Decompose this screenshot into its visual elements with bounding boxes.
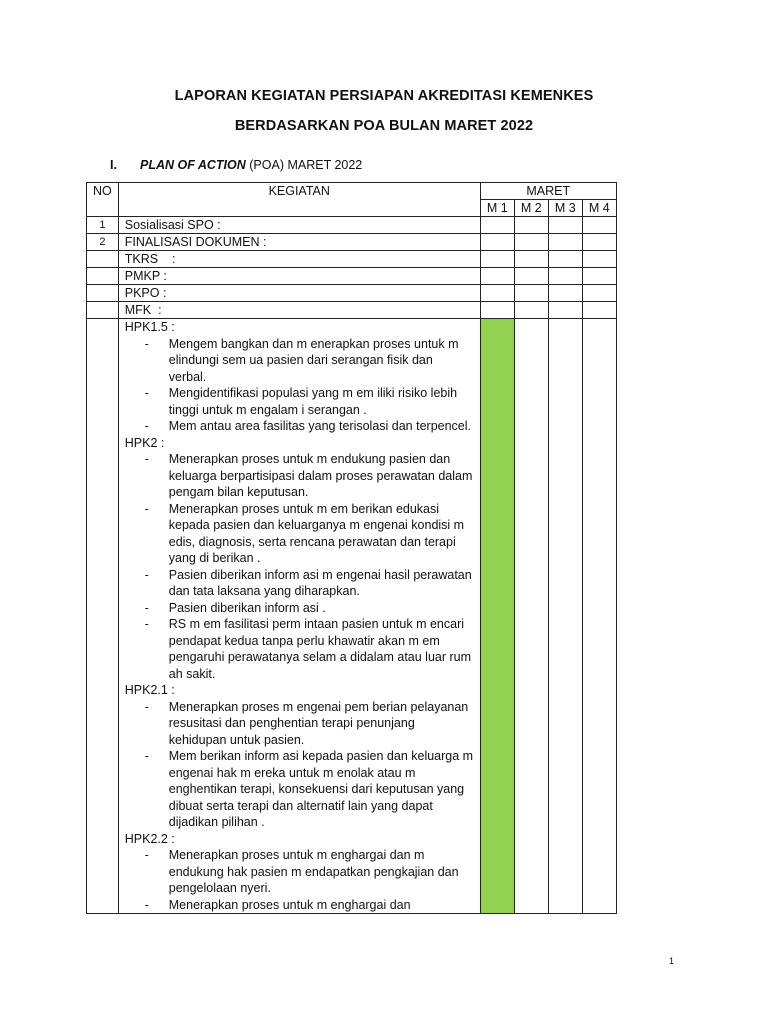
week-2-cell	[514, 319, 548, 914]
week-cell	[514, 302, 548, 319]
row-no	[87, 251, 119, 268]
bullet-item	[125, 501, 474, 567]
bullet-item	[125, 748, 474, 831]
week-cell	[548, 217, 582, 234]
bullet-dash: -	[144, 600, 149, 615]
hpk-heading: HPK2.1 :	[124, 683, 175, 697]
week-cell	[582, 251, 616, 268]
poa-table	[86, 182, 617, 914]
week-cell	[480, 234, 514, 251]
week-cell	[514, 234, 548, 251]
section-heading	[110, 158, 362, 172]
row-no	[87, 319, 119, 914]
bullet-item	[125, 897, 474, 914]
section-title-italic: PLAN OF ACTION	[140, 158, 246, 172]
header-month: MARET	[480, 183, 616, 200]
bullet-dash: -	[144, 749, 149, 763]
row-kegiatan: MFK :	[118, 302, 480, 319]
bullet-text: Pasien diberikan inform asi m engenai hasil perawatan dan tata laksana yang diharapkan.	[168, 567, 472, 598]
week-cell	[548, 251, 582, 268]
week-cell	[548, 234, 582, 251]
week-cell	[548, 302, 582, 319]
header-week-3: M 3	[548, 200, 582, 217]
week-cell	[514, 268, 548, 285]
week-cell	[514, 217, 548, 234]
hpk-heading: HPK2.2 :	[124, 831, 175, 846]
header-kegiatan: KEGIATAN	[118, 183, 480, 217]
bullet-text: Menerapkan proses untuk m em berikan edukasi kepada pasien dan keluarganya m engenai kondisi m edis, diagnosis, serta rencana perawatan dan terapi yang di berikan .	[168, 501, 465, 565]
header-week-4: M 4	[582, 200, 616, 217]
week-cell	[514, 251, 548, 268]
section-title-rest: (POA) MARET 2022	[245, 158, 363, 172]
bullet-item	[125, 616, 474, 682]
bullet-dash: -	[144, 848, 149, 862]
table-row	[87, 251, 617, 268]
bullet-item	[125, 699, 474, 749]
bullet-text: Mengem bangkan dan m enerapkan proses untuk m elindungi sem ua pasien dari serangan fisik dan verbal.	[168, 336, 459, 384]
bullet-dash: -	[144, 336, 149, 351]
bullet-dash: -	[144, 897, 149, 912]
header-week-2: M 2	[514, 200, 548, 217]
row-no: 1	[87, 217, 119, 234]
bullet-text: Mengidentifikasi populasi yang m em iliki risiko lebih tinggi untuk m engalam i serangan .	[168, 386, 458, 417]
bullet-item	[125, 336, 474, 386]
week-cell	[480, 302, 514, 319]
week-cell	[480, 285, 514, 302]
row-kegiatan: PMKP :	[118, 268, 480, 285]
bullet-dash: -	[144, 501, 149, 516]
table-row-hpk	[87, 319, 617, 914]
row-kegiatan: FINALISASI DOKUMEN :	[118, 234, 480, 251]
week-cell	[582, 302, 616, 319]
week-3-cell	[548, 319, 582, 914]
document-title: LAPORAN KEGIATAN PERSIAPAN AKREDITASI KEMENKES	[174, 88, 594, 104]
bullet-text: Mem berikan inform asi kepada pasien dan keluarga m engenai hak m ereka untuk m enolak atau m enghentikan terapi, konsekuensi dari keputusan yang dibuat serta terapi dan alternatif lain yang dapat dijadikan pilihan .	[168, 749, 474, 829]
bullet-item	[125, 847, 474, 897]
row-no	[87, 268, 119, 285]
table-row	[87, 285, 617, 302]
bullet-text: Menerapkan proses untuk m endukung pasien dan keluarga berpartisipasi dalam proses perawatan dalam pengam bilan keputusan.	[168, 452, 473, 499]
header-week-1: M 1	[480, 200, 514, 217]
row-no	[87, 302, 119, 319]
header-no: NO	[87, 183, 119, 217]
bullet-dash: -	[144, 452, 149, 466]
bullet-dash: -	[144, 699, 149, 714]
page-number: 1	[668, 956, 674, 966]
table-row	[87, 217, 617, 234]
bullet-text: Mem antau area fasilitas yang terisolasi dan terpencel.	[168, 419, 471, 433]
row-kegiatan: Sosialisasi SPO :	[118, 217, 480, 234]
bullet-dash: -	[144, 617, 149, 631]
hpk-heading: HPK1.5 :	[124, 320, 175, 334]
hpk-heading: HPK2 :	[124, 435, 165, 450]
bullet-text: Menerapkan proses untuk m enghargai dan m endukung hak pasien m endapatkan pengkajian dan pengelolaan nyeri.	[168, 848, 459, 895]
bullet-text: Menerapkan proses m engenai pem berian pelayanan resusitasi dan penghentian terapi penunjang kehidupan untuk pasien.	[168, 699, 469, 747]
week-cell	[548, 285, 582, 302]
week-cell	[514, 285, 548, 302]
section-number: I.	[110, 158, 117, 172]
bullet-item	[125, 418, 474, 435]
week-cell	[480, 217, 514, 234]
week-cell	[582, 285, 616, 302]
table-row	[87, 234, 617, 251]
bullet-dash: -	[144, 386, 149, 400]
table-row	[87, 302, 617, 319]
table-row	[87, 268, 617, 285]
bullet-text: Menerapkan proses untuk m enghargai dan	[168, 897, 411, 912]
week-cell	[480, 251, 514, 268]
bullet-dash: -	[144, 419, 149, 433]
week-1-highlight	[480, 319, 514, 914]
row-kegiatan: PKPO :	[118, 285, 480, 302]
bullet-dash: -	[144, 567, 149, 582]
bullet-item	[125, 451, 474, 501]
bullet-item	[125, 600, 474, 617]
week-cell	[480, 268, 514, 285]
week-cell	[582, 217, 616, 234]
week-4-cell	[582, 319, 616, 914]
row-no: 2	[87, 234, 119, 251]
bullet-text: Pasien diberikan inform asi .	[168, 600, 326, 615]
bullet-text: RS m em fasilitasi perm intaan pasien untuk m encari pendapat kedua tanpa perlu khawatir akan m em pengaruhi perawatanya selam a didalam atau luar rum ah sakit.	[168, 617, 472, 681]
document-subtitle: BERDASARKAN POA BULAN MARET 2022	[234, 118, 534, 134]
bullet-item	[125, 385, 474, 418]
week-cell	[548, 268, 582, 285]
row-no	[87, 285, 119, 302]
row-kegiatan: TKRS :	[118, 251, 480, 268]
week-cell	[582, 268, 616, 285]
week-cell	[582, 234, 616, 251]
row-kegiatan-hpk	[118, 319, 480, 914]
bullet-item	[125, 567, 474, 600]
